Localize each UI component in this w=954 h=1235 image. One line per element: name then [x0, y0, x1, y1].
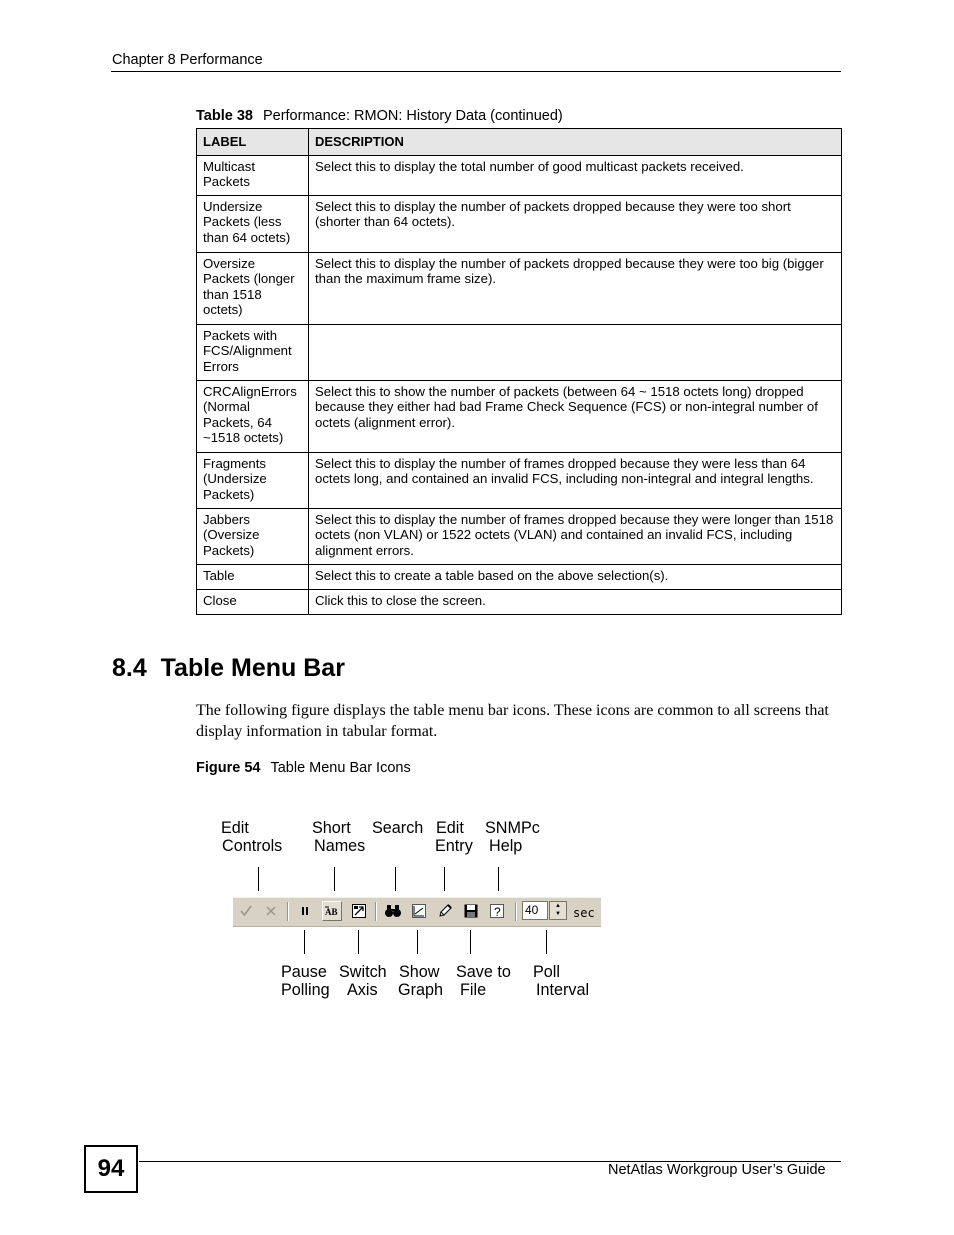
- row-label: CRCAlignErrors (Normal Packets, 64 ~1518 octets): [197, 380, 309, 452]
- header-rule: [111, 71, 841, 72]
- row-description: [309, 324, 842, 380]
- leader-line: [498, 867, 499, 891]
- label-line: Save to: [456, 963, 511, 981]
- table-menu-toolbar: [233, 897, 601, 927]
- table-caption: [196, 108, 563, 124]
- label-line: Edit: [221, 819, 249, 837]
- table-row: [197, 508, 842, 564]
- figure-caption: [196, 760, 411, 776]
- row-description: Select this to create a table based on the above selection(s).: [309, 564, 842, 589]
- label-line: Help: [489, 837, 523, 855]
- row-label: Multicast Packets: [197, 155, 309, 195]
- toolbar-separator: [287, 902, 289, 921]
- help-icon[interactable]: [487, 901, 507, 921]
- table-caption-number: Table 38: [196, 108, 253, 124]
- label-short-names: [312, 819, 365, 855]
- leader-line: [304, 930, 305, 954]
- row-description: Select this to display the number of packets dropped because they were too big (bigger than the maximum frame size).: [309, 252, 842, 324]
- label-line: Poll: [533, 963, 560, 981]
- label-edit-controls: [221, 819, 282, 855]
- row-label: Table: [197, 564, 309, 589]
- chapter-header: Chapter 8 Performance: [112, 52, 263, 68]
- label-line: Pause: [281, 963, 327, 981]
- poll-interval-input[interactable]: 40: [522, 901, 548, 920]
- label-line: Names: [314, 837, 366, 855]
- label-search: [372, 819, 423, 837]
- poll-interval-unit: sec: [573, 906, 595, 920]
- label-show-graph: [398, 963, 443, 999]
- row-description: Click this to close the screen.: [309, 589, 842, 614]
- label-line: Edit: [436, 819, 464, 837]
- label-line: Axis: [347, 981, 378, 999]
- label-save-to-file: [456, 963, 511, 999]
- row-description: Select this to show the number of packets (between 64 ~ 1518 octets long) dropped because they either had bad Frame Check Sequence (FCS) or non-integral number of octets (alignment error).: [309, 380, 842, 452]
- figure-caption-text: Table Menu Bar Icons: [270, 760, 411, 776]
- label-line: Show: [399, 963, 440, 981]
- guide-title: NetAtlas Workgroup User’s Guide: [608, 1162, 826, 1178]
- graph-icon[interactable]: [409, 901, 429, 921]
- label-pause-polling: [281, 963, 330, 999]
- row-label: Undersize Packets (less than 64 octets): [197, 195, 309, 252]
- row-description: Select this to display the total number of good multicast packets received.: [309, 155, 842, 195]
- row-label: Packets with FCS/Alignment Errors: [197, 324, 309, 380]
- check-icon[interactable]: [236, 901, 256, 921]
- label-edit-entry: [436, 819, 473, 855]
- svg-text:?: ?: [494, 905, 501, 919]
- switch-axis-icon[interactable]: [349, 901, 369, 921]
- label-line: Short: [312, 819, 351, 837]
- poll-interval-spinner[interactable]: [549, 901, 567, 920]
- leader-line: [258, 867, 259, 891]
- history-data-table: [196, 128, 842, 615]
- table-row: [197, 155, 842, 195]
- row-label: Close: [197, 589, 309, 614]
- row-label: Jabbers (Oversize Packets): [197, 508, 309, 564]
- short-names-icon[interactable]: [322, 901, 342, 921]
- label-line: SNMPc: [485, 819, 540, 837]
- binoculars-icon[interactable]: [383, 901, 403, 921]
- floppy-disk-icon[interactable]: [461, 901, 481, 921]
- label-line: File: [460, 981, 487, 999]
- pencil-icon[interactable]: [435, 901, 455, 921]
- x-icon[interactable]: [261, 901, 281, 921]
- label-snmpc-help: [485, 819, 540, 855]
- page-number: 94: [84, 1145, 138, 1193]
- svg-text:AB: AB: [325, 907, 338, 917]
- table-header-row: [197, 129, 842, 156]
- row-label: Oversize Packets (longer than 1518 octets): [197, 252, 309, 324]
- label-line: Interval: [536, 981, 590, 999]
- pause-icon[interactable]: [295, 901, 315, 921]
- leader-line: [546, 930, 547, 954]
- spinner-down-icon[interactable]: ▼: [555, 911, 561, 917]
- label-line: Graph: [398, 981, 443, 999]
- label-line: Polling: [281, 981, 330, 999]
- label-line: Search: [372, 819, 424, 837]
- table-row: [197, 564, 842, 589]
- section-paragraph: The following figure displays the table menu bar icons. These icons are common to all screens that display information in tabular format.: [196, 702, 829, 740]
- spinner-up-icon[interactable]: ▲: [555, 903, 561, 909]
- table-row: [197, 380, 842, 452]
- row-description: Select this to display the number of frames dropped because they were longer than 1518 octets (non VLAN) or 1522 octets (VLAN) and contained an invalid FCS, including alignment errors.: [309, 508, 842, 564]
- leader-line: [444, 867, 445, 891]
- table-row: [197, 252, 842, 324]
- row-description: Select this to display the number of packets dropped because they were too short (shorter than 64 octets).: [309, 195, 842, 252]
- table-caption-text: Performance: RMON: History Data (continued): [262, 108, 563, 124]
- figure-caption-number: Figure 54: [196, 760, 261, 776]
- table-row: [197, 589, 842, 614]
- leader-line: [358, 930, 359, 954]
- leader-line: [334, 867, 335, 891]
- column-header-description: DESCRIPTION: [309, 129, 842, 156]
- label-poll-interval: [533, 963, 589, 999]
- label-line: Entry: [435, 837, 473, 855]
- table-row: [197, 452, 842, 508]
- column-header-label: LABEL: [197, 129, 309, 156]
- row-description: Select this to display the number of frames dropped because they were less than 64 octets long, and contained an invalid FCS, including non-integral and integral lengths.: [309, 452, 842, 508]
- table-row: [197, 195, 842, 252]
- leader-line: [470, 930, 471, 954]
- leader-line: [417, 930, 418, 954]
- label-switch-axis: [339, 963, 387, 999]
- table-row: [197, 324, 842, 380]
- label-line: Controls: [222, 837, 283, 855]
- leader-line: [395, 867, 396, 891]
- section-title: 8.4 Table Menu Bar: [112, 654, 345, 682]
- toolbar-separator: [515, 902, 517, 921]
- label-line: Switch: [339, 963, 387, 981]
- row-label: Fragments (Undersize Packets): [197, 452, 309, 508]
- toolbar-separator: [375, 902, 377, 921]
